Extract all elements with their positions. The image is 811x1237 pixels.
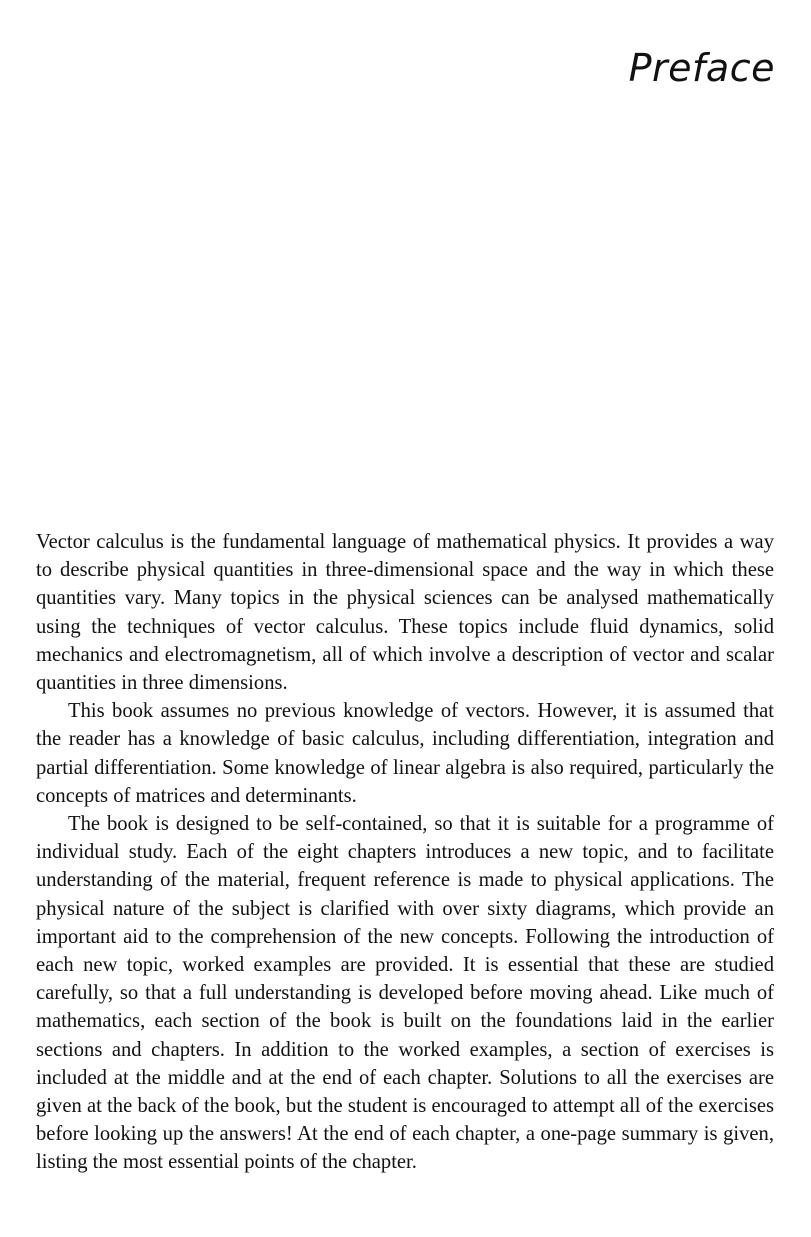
preface-body bbox=[36, 528, 774, 1177]
paragraph-intro: Vector calculus is the fundamental language of mathematical physics. It provides a way to describe physical quantities in three-dimensional space and the way in which these quantities vary. Many topics in the physical sciences can be analysed mathematically using the techniques of vector calculus. These topics include fluid dynamics, solid mechanics and electromagnetism, all of which involve a description of vector and scalar quantities in three dimensions. bbox=[36, 531, 774, 695]
chapter-title: Preface bbox=[628, 46, 775, 90]
paragraph-structure: The book is designed to be self-contained, so that it is suitable for a programme of individual study. Each of the eight chapters introduces a new topic, and to facilitate understanding of the material, frequent reference is made to physical applications. The physical nature of the subject is clarified with over sixty diagrams, which provide an important aid to the comprehension of the new concepts. Following the introduction of each new topic, worked examples are provided. It is essential that these are studied carefully, so that a full understanding is developed before moving ahead. Like much of mathematics, each section of the book is built on the foundations laid in the earlier sections and chapters. In addition to the worked examples, a section of exercises is included at the middle and at the end of each chapter. Solutions to all the exercises are given at the back of the book, but the student is encouraged to attempt all of the exercises before looking up the answers! At the end of each chapter, a one-page summary is given, listing the most essential points of the chapter. bbox=[36, 813, 774, 1174]
paragraph-prerequisites: This book assumes no previous knowledge of vectors. However, it is assumed that the reader has a knowledge of basic calculus, including differentiation, integration and partial differentiation. Some knowledge of linear algebra is also required, particularly the concepts of matrices and determinants. bbox=[36, 700, 774, 807]
